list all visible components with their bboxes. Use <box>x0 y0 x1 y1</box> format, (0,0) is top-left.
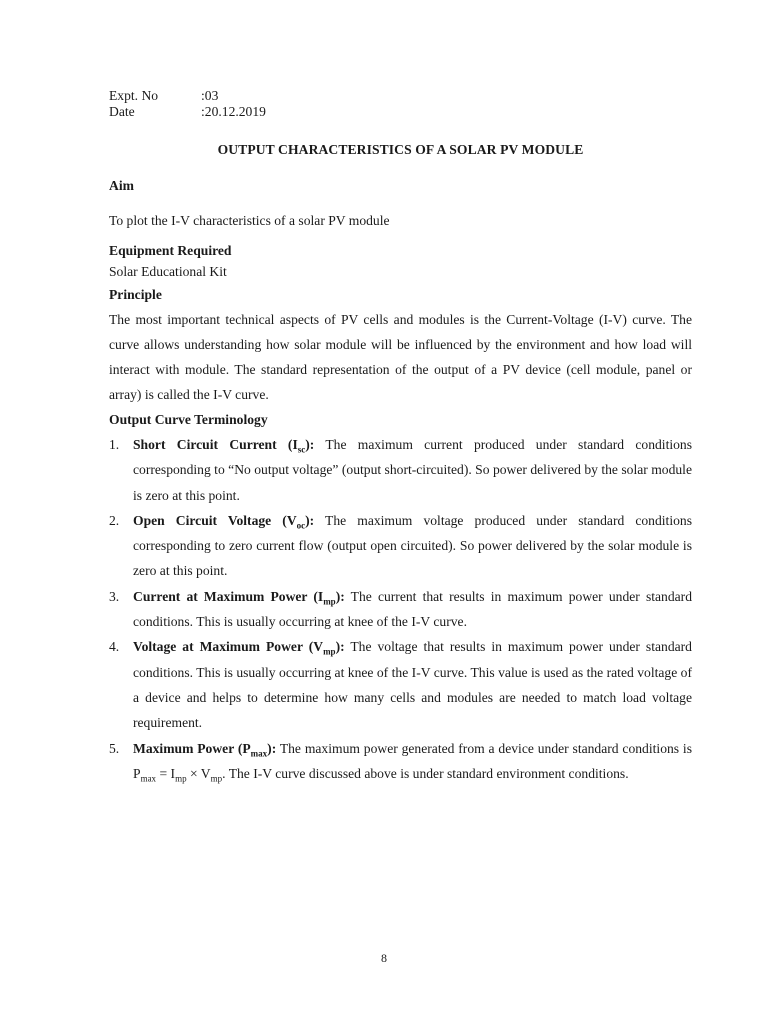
aim-text: To plot the I-V characteristics of a solar PV module <box>109 213 390 228</box>
terminology-list <box>109 432 692 786</box>
term-name: Voltage at Maximum Power $(V_{mp})$: <box>133 639 345 658</box>
principle-heading: Principle <box>109 287 162 302</box>
item-body <box>133 432 692 508</box>
term-name: Short Circuit Current $(I_{sc})$: <box>133 437 315 455</box>
item-number: 1. <box>109 437 120 452</box>
item-body <box>133 508 692 584</box>
item-number: 4. <box>109 639 120 655</box>
item-number: 2. <box>109 512 120 528</box>
item-number: 5. <box>109 740 120 756</box>
equipment-text: Solar Educational Kit <box>109 264 227 279</box>
term-definition: The maximum current produced under standard conditions corresponding to “No output voltage” (output short-circuited). So power delivered by the solar module is zero at this point. <box>133 437 693 503</box>
item-body <box>133 736 692 787</box>
list-item <box>109 432 692 508</box>
item-body <box>133 634 692 735</box>
item-body <box>133 584 692 635</box>
term-definition: The maximum power generated from a device under standard conditions is $P_{max} = I_{mp} \times V_{mp}$. The I-V curve discussed above is under standard environment conditions. <box>133 740 692 784</box>
list-item <box>109 634 692 735</box>
term-name: Maximum Power $(P_{max})$: <box>133 740 277 759</box>
term-name: Open Circuit Voltage $(V_{oc})$: <box>133 512 315 531</box>
document-page <box>109 88 692 786</box>
principle-text: The most important technical aspects of PV cells and modules is the Current-Voltage (I-V) curve. The curve allows understanding how solar module will be influenced by the environment and how load will interact with module. The standard representation of the output of a PV device (cell module, panel or array) is called the I-V curve. <box>109 312 692 402</box>
term-definition: The voltage that results in maximum power under standard conditions. This is usually occurring at knee of the I-V curve. This value is used as the rated voltage of a device and helps to determine how many cells and modules are needed to match load voltage requirement. <box>133 639 692 731</box>
expt-no-value: :03 <box>201 88 219 103</box>
expt-no-label: Expt. No <box>109 88 159 103</box>
term-definition: The current that results in maximum power under standard conditions. This is usually occurring at knee of the I-V curve. <box>133 588 692 630</box>
date-value: :20.12.2019 <box>201 104 266 119</box>
terminology-heading: Output Curve Terminology <box>109 412 268 427</box>
aim-heading: Aim <box>109 178 134 193</box>
equipment-heading: Equipment Required <box>109 243 232 258</box>
list-item <box>109 508 692 584</box>
term-name: Current at Maximum Power $(I_{mp})$: <box>133 588 345 607</box>
list-item <box>109 584 692 635</box>
item-number: 3. <box>109 588 120 604</box>
term-definition: The maximum voltage produced under standard conditions corresponding to zero current flow (output open circuited). So power delivered by the solar module is zero at this point. <box>133 512 692 579</box>
document-title: OUTPUT CHARACTERISTICS OF A SOLAR PV MODULE <box>217 142 584 157</box>
experiment-header <box>109 88 692 120</box>
date-label: Date <box>109 104 135 119</box>
page-number: 8 <box>381 951 387 965</box>
list-item <box>109 736 692 787</box>
